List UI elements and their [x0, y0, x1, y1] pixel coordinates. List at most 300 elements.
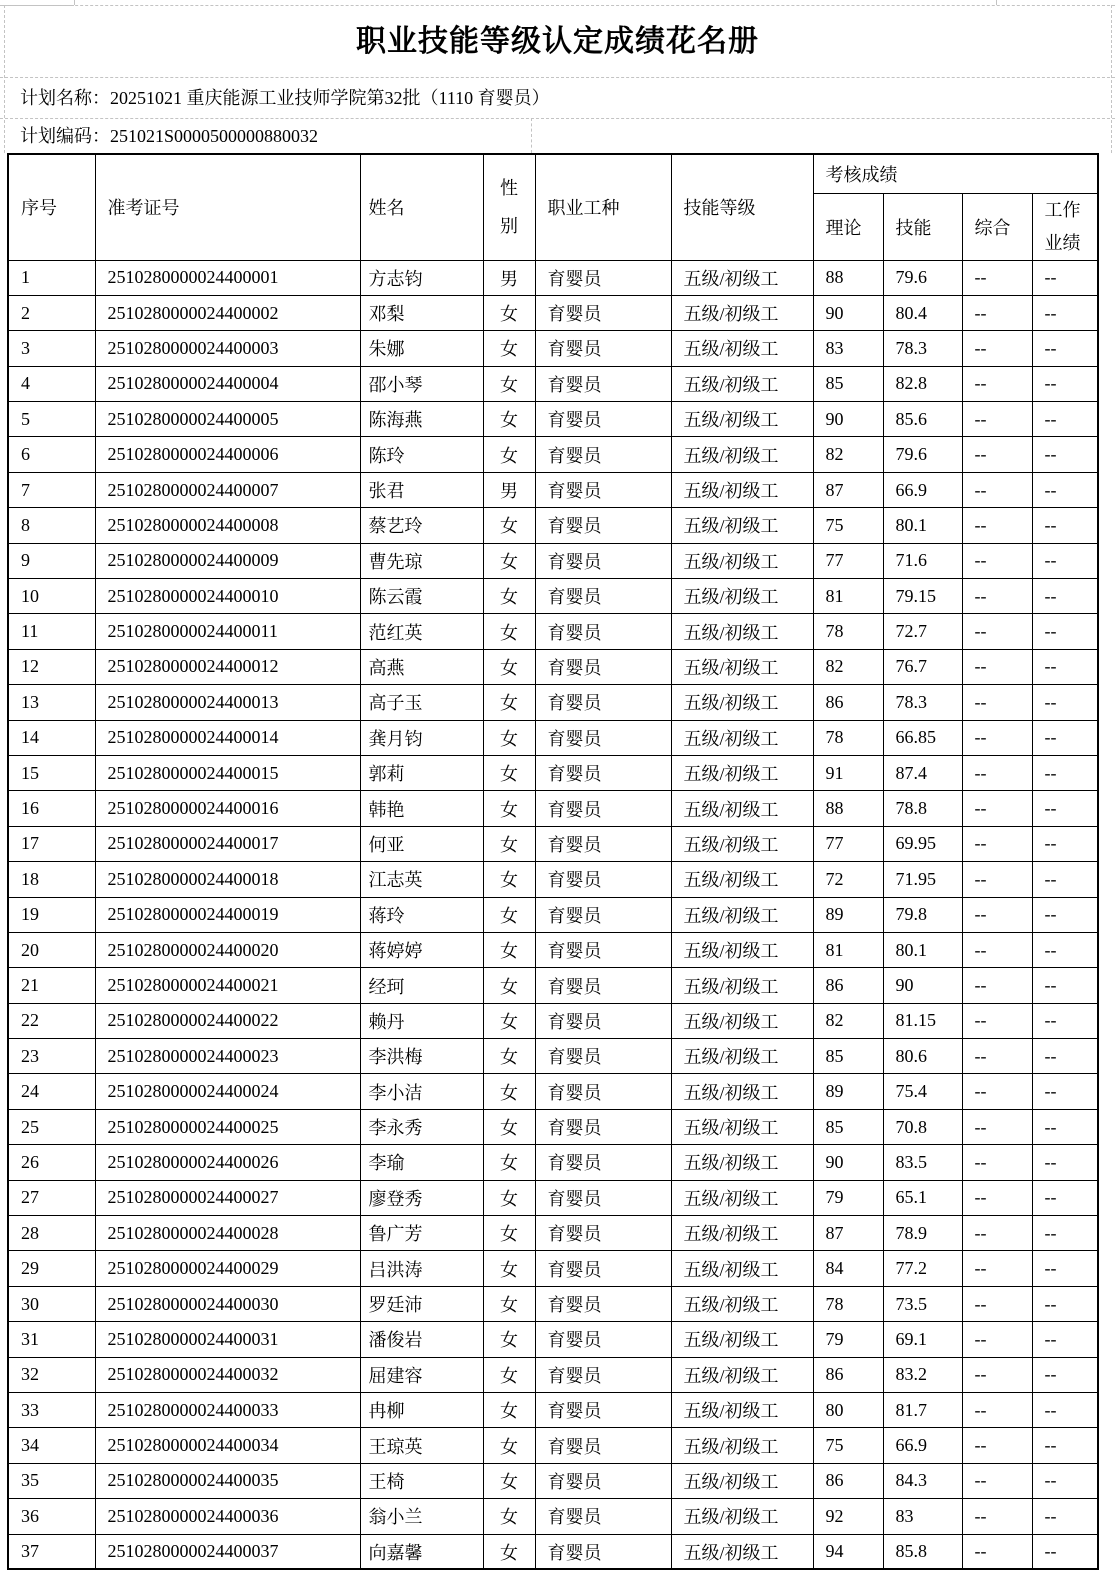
cell-comprehensive-score: -- — [962, 791, 1032, 826]
cell-theory-score: 90 — [813, 402, 883, 437]
cell-skill-score: 84.3 — [883, 1463, 962, 1498]
cell-skill-level: 五级/初级工 — [671, 862, 813, 897]
cell-exam-no: 2510280000024400017 — [95, 826, 360, 861]
cell-exam-no: 2510280000024400032 — [95, 1357, 360, 1392]
cell-gender: 女 — [483, 1109, 535, 1144]
cell-occupation: 育婴员 — [535, 1074, 671, 1109]
cell-exam-no: 2510280000024400033 — [95, 1393, 360, 1428]
header-occupation: 职业工种 — [535, 154, 671, 260]
cell-comprehensive-score: -- — [962, 968, 1032, 1003]
cell-work-perf-score: -- — [1032, 649, 1098, 684]
table-row — [8, 1039, 1098, 1074]
cell-skill-score: 78.8 — [883, 791, 962, 826]
cell-theory-score: 85 — [813, 1039, 883, 1074]
table-row — [8, 897, 1098, 932]
cell-gender: 女 — [483, 437, 535, 472]
cell-skill-score: 70.8 — [883, 1109, 962, 1144]
cell-occupation: 育婴员 — [535, 968, 671, 1003]
cell-gender: 女 — [483, 1357, 535, 1392]
table-row — [8, 1145, 1098, 1180]
cell-occupation: 育婴员 — [535, 1463, 671, 1498]
cell-skill-level: 五级/初级工 — [671, 543, 813, 578]
cell-work-perf-score: -- — [1032, 897, 1098, 932]
table-row — [8, 437, 1098, 472]
table-row — [8, 1393, 1098, 1428]
header-gender-line1: 性 — [500, 178, 518, 199]
cell-gender: 女 — [483, 1499, 535, 1534]
cell-name: 陈玲 — [360, 437, 483, 472]
table-row — [8, 1357, 1098, 1392]
cell-seq: 9 — [8, 543, 95, 578]
table-row — [8, 1499, 1098, 1534]
cell-work-perf-score: -- — [1032, 932, 1098, 967]
cell-skill-score: 79.6 — [883, 260, 962, 295]
cell-exam-no: 2510280000024400010 — [95, 579, 360, 614]
cell-occupation: 育婴员 — [535, 897, 671, 932]
header-comprehensive: 综合 — [962, 193, 1032, 260]
cell-comprehensive-score: -- — [962, 826, 1032, 861]
cell-occupation: 育婴员 — [535, 614, 671, 649]
cell-exam-no: 2510280000024400022 — [95, 1003, 360, 1038]
header-skill: 技能 — [883, 193, 962, 260]
cell-skill-level: 五级/初级工 — [671, 260, 813, 295]
cell-gender: 女 — [483, 295, 535, 330]
cell-occupation: 育婴员 — [535, 1534, 671, 1569]
cell-skill-score: 78.9 — [883, 1216, 962, 1251]
table-row — [8, 685, 1098, 720]
cell-seq: 31 — [8, 1322, 95, 1357]
cell-theory-score: 89 — [813, 1074, 883, 1109]
cell-occupation: 育婴员 — [535, 437, 671, 472]
cell-exam-no: 2510280000024400036 — [95, 1499, 360, 1534]
cell-name: 何亚 — [360, 826, 483, 861]
cell-gender: 女 — [483, 1074, 535, 1109]
cell-seq: 7 — [8, 472, 95, 507]
cell-gender: 女 — [483, 1428, 535, 1463]
cell-seq: 20 — [8, 932, 95, 967]
cell-seq: 30 — [8, 1286, 95, 1321]
header-seq: 序号 — [8, 154, 95, 260]
cell-gender: 女 — [483, 755, 535, 790]
cell-occupation: 育婴员 — [535, 1251, 671, 1286]
cell-name: 龚月钧 — [360, 720, 483, 755]
cell-skill-level: 五级/初级工 — [671, 1145, 813, 1180]
cell-work-perf-score: -- — [1032, 1003, 1098, 1038]
cell-exam-no: 2510280000024400003 — [95, 331, 360, 366]
cell-gender: 女 — [483, 1463, 535, 1498]
cell-work-perf-score: -- — [1032, 826, 1098, 861]
table-row — [8, 862, 1098, 897]
cell-skill-score: 90 — [883, 968, 962, 1003]
cell-comprehensive-score: -- — [962, 579, 1032, 614]
cell-exam-no: 2510280000024400016 — [95, 791, 360, 826]
cell-skill-level: 五级/初级工 — [671, 295, 813, 330]
cell-exam-no: 2510280000024400014 — [95, 720, 360, 755]
plan-code-value: 251021S0000500000880032 — [110, 126, 319, 146]
cell-skill-level: 五级/初级工 — [671, 1393, 813, 1428]
cell-comprehensive-score: -- — [962, 862, 1032, 897]
cell-theory-score: 78 — [813, 1286, 883, 1321]
cell-exam-no: 2510280000024400037 — [95, 1534, 360, 1569]
cell-seq: 25 — [8, 1109, 95, 1144]
cell-gender: 女 — [483, 331, 535, 366]
cell-seq: 27 — [8, 1180, 95, 1215]
cell-skill-level: 五级/初级工 — [671, 331, 813, 366]
cell-gender: 女 — [483, 1145, 535, 1180]
cell-exam-no: 2510280000024400026 — [95, 1145, 360, 1180]
cell-seq: 36 — [8, 1499, 95, 1534]
cell-comprehensive-score: -- — [962, 1074, 1032, 1109]
cell-comprehensive-score: -- — [962, 1322, 1032, 1357]
cell-skill-level: 五级/初级工 — [671, 614, 813, 649]
cell-theory-score: 80 — [813, 1393, 883, 1428]
table-row — [8, 614, 1098, 649]
table-row — [8, 1428, 1098, 1463]
table-row — [8, 755, 1098, 790]
cell-theory-score: 88 — [813, 791, 883, 826]
cell-work-perf-score: -- — [1032, 685, 1098, 720]
cell-theory-score: 79 — [813, 1322, 883, 1357]
cell-skill-score: 65.1 — [883, 1180, 962, 1215]
cell-comprehensive-score: -- — [962, 508, 1032, 543]
cell-theory-score: 78 — [813, 614, 883, 649]
grid-tick-left — [74, 0, 75, 5]
cell-theory-score: 81 — [813, 932, 883, 967]
cell-comprehensive-score: -- — [962, 649, 1032, 684]
cell-gender: 女 — [483, 1039, 535, 1074]
cell-name: 罗廷沛 — [360, 1286, 483, 1321]
cell-seq: 11 — [8, 614, 95, 649]
cell-seq: 3 — [8, 331, 95, 366]
cell-occupation: 育婴员 — [535, 1428, 671, 1463]
plan-name-row — [0, 78, 1115, 118]
cell-name: 邵小琴 — [360, 366, 483, 401]
cell-gender: 女 — [483, 720, 535, 755]
cell-skill-score: 81.15 — [883, 1003, 962, 1038]
cell-skill-score: 79.15 — [883, 579, 962, 614]
cell-skill-level: 五级/初级工 — [671, 1003, 813, 1038]
table-row — [8, 1180, 1098, 1215]
cell-skill-level: 五级/初级工 — [671, 791, 813, 826]
cell-skill-score: 75.4 — [883, 1074, 962, 1109]
cell-seq: 24 — [8, 1074, 95, 1109]
cell-exam-no: 2510280000024400018 — [95, 862, 360, 897]
cell-work-perf-score: -- — [1032, 402, 1098, 437]
cell-skill-level: 五级/初级工 — [671, 1180, 813, 1215]
cell-comprehensive-score: -- — [962, 1180, 1032, 1215]
cell-skill-score: 82.8 — [883, 366, 962, 401]
cell-seq: 37 — [8, 1534, 95, 1569]
cell-occupation: 育婴员 — [535, 1216, 671, 1251]
cell-occupation: 育婴员 — [535, 402, 671, 437]
cell-seq: 26 — [8, 1145, 95, 1180]
cell-exam-no: 2510280000024400008 — [95, 508, 360, 543]
cell-skill-level: 五级/初级工 — [671, 579, 813, 614]
cell-seq: 21 — [8, 968, 95, 1003]
cell-name: 方志钧 — [360, 260, 483, 295]
cell-gender: 男 — [483, 472, 535, 507]
cell-gender: 女 — [483, 968, 535, 1003]
cell-exam-no: 2510280000024400020 — [95, 932, 360, 967]
cell-gender: 女 — [483, 508, 535, 543]
cell-skill-level: 五级/初级工 — [671, 720, 813, 755]
cell-work-perf-score: -- — [1032, 1534, 1098, 1569]
cell-name: 吕洪涛 — [360, 1251, 483, 1286]
cell-exam-no: 2510280000024400023 — [95, 1039, 360, 1074]
cell-skill-score: 79.6 — [883, 437, 962, 472]
cell-comprehensive-score: -- — [962, 1109, 1032, 1144]
cell-gender: 女 — [483, 649, 535, 684]
cell-exam-no: 2510280000024400024 — [95, 1074, 360, 1109]
cell-occupation: 育婴员 — [535, 1393, 671, 1428]
cell-skill-score: 73.5 — [883, 1286, 962, 1321]
cell-name: 蒋玲 — [360, 897, 483, 932]
cell-name: 曹先琼 — [360, 543, 483, 578]
cell-theory-score: 77 — [813, 826, 883, 861]
cell-theory-score: 77 — [813, 543, 883, 578]
cell-gender: 女 — [483, 1003, 535, 1038]
cell-theory-score: 72 — [813, 862, 883, 897]
cell-skill-level: 五级/初级工 — [671, 1463, 813, 1498]
cell-exam-no: 2510280000024400002 — [95, 295, 360, 330]
cell-work-perf-score: -- — [1032, 295, 1098, 330]
cell-seq: 17 — [8, 826, 95, 861]
cell-skill-level: 五级/初级工 — [671, 755, 813, 790]
cell-occupation: 育婴员 — [535, 331, 671, 366]
cell-comprehensive-score: -- — [962, 543, 1032, 578]
cell-occupation: 育婴员 — [535, 649, 671, 684]
table-row — [8, 968, 1098, 1003]
cell-seq: 28 — [8, 1216, 95, 1251]
cell-theory-score: 78 — [813, 720, 883, 755]
cell-name: 蒋婷婷 — [360, 932, 483, 967]
cell-occupation: 育婴员 — [535, 1322, 671, 1357]
cell-occupation: 育婴员 — [535, 1109, 671, 1144]
cell-skill-score: 78.3 — [883, 331, 962, 366]
cell-seq: 2 — [8, 295, 95, 330]
cell-gender: 女 — [483, 1322, 535, 1357]
cell-theory-score: 84 — [813, 1251, 883, 1286]
cell-theory-score: 86 — [813, 685, 883, 720]
cell-name: 李永秀 — [360, 1109, 483, 1144]
cell-comprehensive-score: -- — [962, 1499, 1032, 1534]
cell-work-perf-score: -- — [1032, 579, 1098, 614]
cell-work-perf-score: -- — [1032, 543, 1098, 578]
cell-name: 李小洁 — [360, 1074, 483, 1109]
cell-skill-score: 78.3 — [883, 685, 962, 720]
cell-name: 王琼英 — [360, 1428, 483, 1463]
cell-skill-level: 五级/初级工 — [671, 437, 813, 472]
cell-skill-score: 80.4 — [883, 295, 962, 330]
cell-skill-score: 77.2 — [883, 1251, 962, 1286]
cell-seq: 23 — [8, 1039, 95, 1074]
cell-name: 经珂 — [360, 968, 483, 1003]
table-row — [8, 826, 1098, 861]
cell-seq: 18 — [8, 862, 95, 897]
cell-seq: 8 — [8, 508, 95, 543]
table-row — [8, 1074, 1098, 1109]
cell-seq: 19 — [8, 897, 95, 932]
cell-occupation: 育婴员 — [535, 932, 671, 967]
cell-seq: 1 — [8, 260, 95, 295]
cell-comprehensive-score: -- — [962, 897, 1032, 932]
table-row — [8, 366, 1098, 401]
cell-theory-score: 88 — [813, 260, 883, 295]
cell-seq: 4 — [8, 366, 95, 401]
cell-gender: 女 — [483, 1216, 535, 1251]
cell-name: 邓梨 — [360, 295, 483, 330]
cell-name: 高子玉 — [360, 685, 483, 720]
cell-theory-score: 85 — [813, 1109, 883, 1144]
cell-work-perf-score: -- — [1032, 437, 1098, 472]
cell-exam-no: 2510280000024400019 — [95, 897, 360, 932]
cell-theory-score: 82 — [813, 437, 883, 472]
cell-work-perf-score: -- — [1032, 1286, 1098, 1321]
cell-skill-score: 85.8 — [883, 1534, 962, 1569]
cell-occupation: 育婴员 — [535, 862, 671, 897]
cell-name: 高燕 — [360, 649, 483, 684]
cell-exam-no: 2510280000024400015 — [95, 755, 360, 790]
cell-theory-score: 90 — [813, 295, 883, 330]
cell-seq: 6 — [8, 437, 95, 472]
cell-comprehensive-score: -- — [962, 720, 1032, 755]
plan-code-row — [0, 119, 1115, 153]
cell-seq: 15 — [8, 755, 95, 790]
cell-work-perf-score: -- — [1032, 862, 1098, 897]
score-table — [7, 153, 1099, 1570]
cell-exam-no: 2510280000024400027 — [95, 1180, 360, 1215]
cell-comprehensive-score: -- — [962, 1216, 1032, 1251]
cell-theory-score: 90 — [813, 1145, 883, 1180]
cell-comprehensive-score: -- — [962, 1393, 1032, 1428]
cell-gender: 女 — [483, 366, 535, 401]
cell-theory-score: 87 — [813, 1216, 883, 1251]
cell-seq: 32 — [8, 1357, 95, 1392]
table-row — [8, 720, 1098, 755]
cell-comprehensive-score: -- — [962, 366, 1032, 401]
cell-occupation: 育婴员 — [535, 720, 671, 755]
table-row — [8, 649, 1098, 684]
cell-skill-score: 79.8 — [883, 897, 962, 932]
table-row — [8, 579, 1098, 614]
cell-gender: 女 — [483, 897, 535, 932]
cell-work-perf-score: -- — [1032, 1357, 1098, 1392]
cell-work-perf-score: -- — [1032, 1039, 1098, 1074]
cell-exam-no: 2510280000024400005 — [95, 402, 360, 437]
cell-theory-score: 87 — [813, 472, 883, 507]
cell-occupation: 育婴员 — [535, 1003, 671, 1038]
cell-skill-score: 81.7 — [883, 1393, 962, 1428]
cell-gender: 女 — [483, 791, 535, 826]
table-row — [8, 1534, 1098, 1569]
cell-exam-no: 2510280000024400009 — [95, 543, 360, 578]
header-work-perf — [1032, 193, 1098, 260]
cell-theory-score: 89 — [813, 897, 883, 932]
table-row — [8, 331, 1098, 366]
cell-exam-no: 2510280000024400025 — [95, 1109, 360, 1144]
table-row — [8, 1322, 1098, 1357]
cell-skill-level: 五级/初级工 — [671, 685, 813, 720]
cell-comprehensive-score: -- — [962, 1003, 1032, 1038]
table-row — [8, 1251, 1098, 1286]
cell-exam-no: 2510280000024400035 — [95, 1463, 360, 1498]
cell-occupation: 育婴员 — [535, 791, 671, 826]
cell-work-perf-score: -- — [1032, 1216, 1098, 1251]
cell-skill-score: 71.6 — [883, 543, 962, 578]
header-exam-no: 准考证号 — [95, 154, 360, 260]
cell-skill-level: 五级/初级工 — [671, 968, 813, 1003]
cell-theory-score: 86 — [813, 1357, 883, 1392]
cell-skill-score: 66.85 — [883, 720, 962, 755]
table-row — [8, 1463, 1098, 1498]
cell-exam-no: 2510280000024400021 — [95, 968, 360, 1003]
cell-skill-level: 五级/初级工 — [671, 826, 813, 861]
cell-skill-level: 五级/初级工 — [671, 1251, 813, 1286]
cell-occupation: 育婴员 — [535, 1357, 671, 1392]
cell-exam-no: 2510280000024400004 — [95, 366, 360, 401]
cell-seq: 35 — [8, 1463, 95, 1498]
cell-exam-no: 2510280000024400030 — [95, 1286, 360, 1321]
cell-skill-level: 五级/初级工 — [671, 897, 813, 932]
cell-gender: 女 — [483, 1180, 535, 1215]
cell-comprehensive-score: -- — [962, 685, 1032, 720]
cell-skill-level: 五级/初级工 — [671, 1534, 813, 1569]
cell-comprehensive-score: -- — [962, 1428, 1032, 1463]
cell-gender: 女 — [483, 402, 535, 437]
cell-seq: 34 — [8, 1428, 95, 1463]
header-theory: 理论 — [813, 193, 883, 260]
cell-comprehensive-score: -- — [962, 1534, 1032, 1569]
cell-exam-no: 2510280000024400011 — [95, 614, 360, 649]
cell-occupation: 育婴员 — [535, 508, 671, 543]
cell-occupation: 育婴员 — [535, 260, 671, 295]
cell-name: 赖丹 — [360, 1003, 483, 1038]
cell-occupation: 育婴员 — [535, 1039, 671, 1074]
cell-exam-no: 2510280000024400012 — [95, 649, 360, 684]
cell-theory-score: 79 — [813, 1180, 883, 1215]
table-row — [8, 932, 1098, 967]
cell-gender: 女 — [483, 1393, 535, 1428]
cell-comprehensive-score: -- — [962, 1463, 1032, 1498]
cell-name: 陈海燕 — [360, 402, 483, 437]
cell-comprehensive-score: -- — [962, 932, 1032, 967]
header-work-perf-line1: 工作 — [1044, 199, 1081, 220]
table-row — [8, 1286, 1098, 1321]
cell-skill-score: 66.9 — [883, 472, 962, 507]
table-row — [8, 295, 1098, 330]
cell-occupation: 育婴员 — [535, 826, 671, 861]
cell-skill-score: 83.2 — [883, 1357, 962, 1392]
cell-exam-no: 2510280000024400006 — [95, 437, 360, 472]
cell-name: 廖登秀 — [360, 1180, 483, 1215]
cell-skill-score: 66.9 — [883, 1428, 962, 1463]
cell-comprehensive-score: -- — [962, 1039, 1032, 1074]
header-work-perf-line2: 业绩 — [1044, 232, 1081, 253]
cell-skill-level: 五级/初级工 — [671, 1216, 813, 1251]
cell-work-perf-score: -- — [1032, 366, 1098, 401]
plan-name-value: 20251021 重庆能源工业技师学院第32批（1110 育婴员） — [110, 88, 550, 108]
cell-gender: 女 — [483, 1251, 535, 1286]
cell-theory-score: 75 — [813, 508, 883, 543]
table-row — [8, 1003, 1098, 1038]
cell-work-perf-score: -- — [1032, 1145, 1098, 1180]
cell-gender: 女 — [483, 543, 535, 578]
cell-theory-score: 86 — [813, 1463, 883, 1498]
cell-theory-score: 91 — [813, 755, 883, 790]
cell-skill-level: 五级/初级工 — [671, 932, 813, 967]
cell-theory-score: 82 — [813, 1003, 883, 1038]
cell-exam-no: 2510280000024400029 — [95, 1251, 360, 1286]
